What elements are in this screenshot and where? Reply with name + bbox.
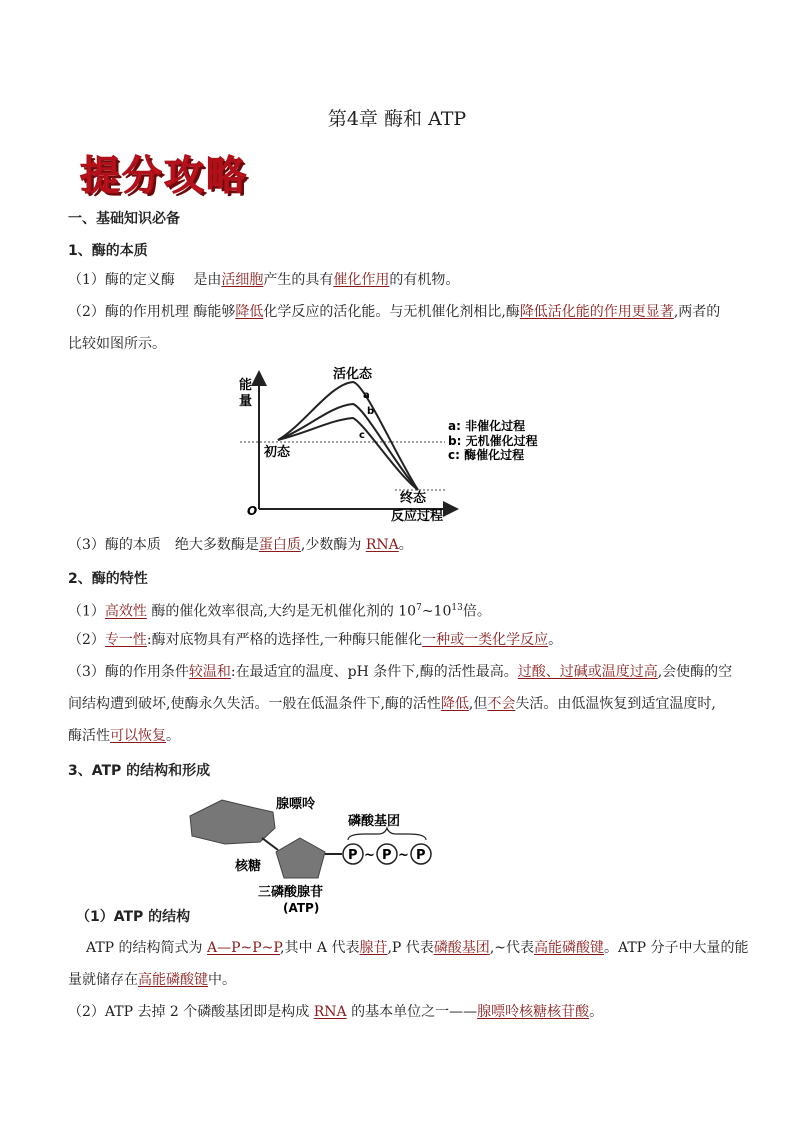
legend-b: b: 无机催化过程 — [448, 434, 538, 448]
section-heading: 一、基础知识必备 — [68, 211, 180, 227]
legend-a: a: 非催化过程 — [448, 419, 526, 433]
bond-2: ~ — [398, 848, 409, 863]
paragraph-conditions: （3）酶的作用条件较温和:在最适宜的温度、pH 条件下,酶的活性最高。过酸、过碱或温度过高,会使酶的空 — [68, 664, 733, 680]
paragraph-atp-formula: ATP 的结构简式为 A—P~P~P,其中 A 代表腺苷,P 代表磷酸基团,~代表高能磷酸键。ATP 分子中大量的能 — [86, 940, 749, 956]
curve-b — [278, 404, 418, 490]
banner-logo: 提分攻略 — [80, 153, 248, 199]
paragraph-nature: （3）酶的本质 绝大多数酶是蛋白质,少数酶为 RNA。 — [68, 537, 413, 553]
paragraph-atp-rna: （2）ATP 去掉 2 个磷酸基团即是构成 RNA 的基本单位之一——腺嘌呤核糖核苷酸。 — [68, 1004, 604, 1020]
curve-a — [278, 382, 418, 490]
curve-c-label: c — [359, 430, 365, 441]
paragraph-conditions-cont: 间结构遭到破坏,使酶永久失活。一般在低温条件下,酶的活性降低,但不会失活。由低温恢复到适宜温度时, — [68, 696, 716, 712]
y-label-2: 量 — [239, 394, 253, 409]
phosphate-brace — [348, 828, 426, 840]
atp-name-label: 三磷酸腺苷 — [258, 885, 324, 900]
subsection-heading: 1、酶的本质 — [68, 243, 148, 259]
subsection-heading: 3、ATP 的结构和形成 — [68, 763, 211, 779]
atp-diagram — [180, 790, 440, 916]
p-label-2: P — [382, 848, 392, 863]
adenine-label: 腺嘌呤 — [276, 797, 316, 812]
phosphate-group-label: 磷酸基团 — [348, 814, 401, 829]
subsection-heading: （1）ATP 的结构 — [76, 909, 191, 925]
p-label-3: P — [416, 848, 426, 863]
ribose-shape — [276, 838, 325, 878]
final-label: 终态 — [400, 491, 427, 506]
paragraph-mechanism-cont: 比较如图所示。 — [68, 336, 166, 352]
p-label-1: P — [348, 848, 358, 863]
subsection-heading: 2、酶的特性 — [68, 571, 148, 587]
atp-abbr-label: (ATP) — [283, 901, 320, 915]
paragraph-definition: （1）酶的定义酶 是由活细胞产生的具有催化作用的有机物。 — [68, 272, 460, 288]
curve-a-label: a — [363, 390, 370, 401]
ribose-label: 核糖 — [235, 859, 262, 874]
adenine-shape — [190, 800, 275, 844]
paragraph-mechanism: （2）酶的作用机理 酶能够降低化学反应的活化能。与无机催化剂相比,酶降低活化能的作用更显著,两者的 — [68, 304, 721, 320]
page-title: 第4章 酶和 ATP — [327, 108, 467, 130]
legend-c: c: 酶催化过程 — [448, 448, 525, 462]
y-label-1: 能 — [239, 378, 253, 393]
activated-label: 活化态 — [333, 367, 373, 382]
paragraph-conditions-end: 酶活性可以恢复。 — [68, 728, 180, 744]
x-label: 反应过程 — [391, 509, 444, 524]
bond-1: ~ — [364, 848, 375, 863]
initial-label: 初态 — [264, 445, 291, 460]
paragraph-atp-formula-cont: 量就储存在高能磷酸键中。 — [68, 972, 236, 988]
energy-diagram — [230, 364, 570, 526]
paragraph-specificity: （2）专一性:酶对底物具有严格的选择性,一种酶只能催化一种或一类化学反应。 — [68, 632, 563, 648]
curve-b-label: b — [367, 406, 375, 417]
paragraph-efficiency: （1）高效性 酶的催化效率很高,大约是无机催化剂的 $10^7\sim 10^{13}$倍。 — [68, 603, 491, 620]
origin-label: O — [247, 504, 258, 518]
